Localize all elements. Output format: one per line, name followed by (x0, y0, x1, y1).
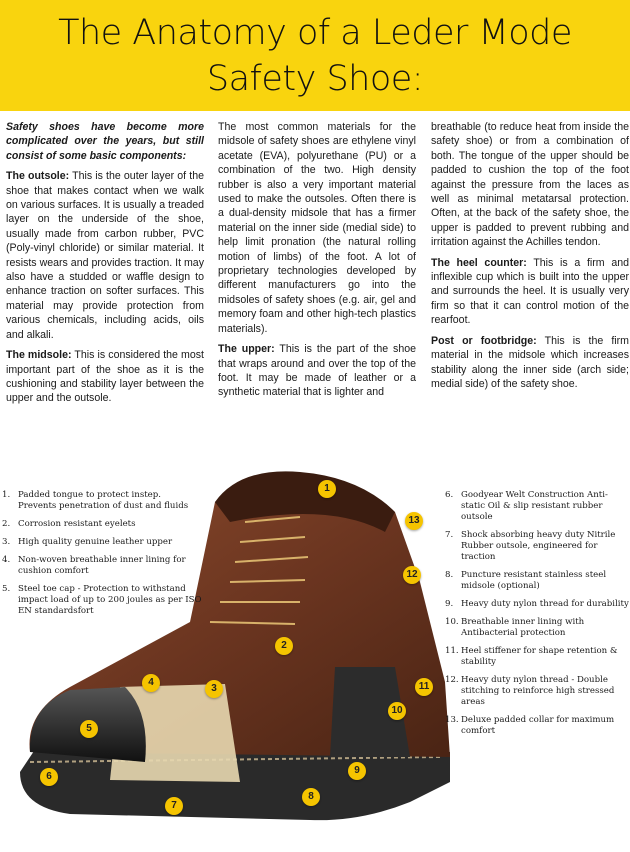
legend-item: 11. Heel stiffener for shape retention & stability (445, 646, 618, 667)
legend-right (445, 490, 630, 744)
heel-counter-heading: The heel counter: (431, 256, 527, 269)
article-body (4, 120, 628, 450)
callout-marker-7: 7 (165, 797, 183, 815)
legend-item: 5. Steel toe cap - Protection to withstand impact load of up to 200 joules as per ISO EN standardsfort (2, 584, 202, 616)
article-column-3 (431, 120, 629, 397)
callout-marker-8: 8 (302, 788, 320, 806)
callout-marker-10: 10 (388, 702, 406, 720)
outsole-text: This is the outer layer of the shoe that makes contact when we walk on various surfaces. It is usually a treaded layer on the underside of the shoe, usually made from carbon rubber, PVC (Poly-vinyl chloride) or similar material. It resists wears and provides traction. It may also have a studded or waffle design to enhance traction on softer surfaces. This material may provide protection from various chemicals, including acids, oils and alkali. (6, 170, 204, 341)
upper-heading: The upper: (218, 343, 275, 356)
legend-item: 3. High quality genuine leather upper (2, 537, 173, 547)
page-title-line-1: The Anatomy of a Leder Mode (58, 13, 572, 53)
callout-marker-3: 3 (205, 680, 223, 698)
midsole-heading: The midsole: (6, 349, 72, 362)
callout-marker-2: 2 (275, 637, 293, 655)
callout-marker-13: 13 (405, 512, 423, 530)
article-column-1 (6, 120, 204, 412)
upper-paragraph (218, 342, 416, 400)
legend-item: 6. Goodyear Welt Construction Anti-static Oil & slip resistant rubber outsole (445, 490, 608, 522)
title-banner (0, 0, 630, 111)
heel-counter-paragraph (431, 256, 629, 328)
callout-marker-5: 5 (80, 720, 98, 738)
callout-marker-4: 4 (142, 674, 160, 692)
legend-left (2, 490, 202, 624)
heel-counter-text: This is a firm and inflexible cup which is built into the upper and surrounds the heel. It is usually very firm so that it can control motion of the rearfoot. (431, 256, 630, 327)
legend-item: 12. Heavy duty nylon thread - Double stitching to reinforce high stressed areas (445, 675, 615, 707)
legend-item: 13. Deluxe padded collar for maximum comfort (445, 715, 615, 736)
upper-continued-paragraph: breathable (to reduce heat from inside the safety shoe) or from a combination of both. The tongue of the upper should be padded to cushion the top of the foot against the pressure from the laces as well as minimal metatarsal protection. Often, at the back of the safety shoe, the upper is padded to prevent rubbing and irritation against the Achilles tendon. (431, 121, 629, 249)
footbridge-heading: Post or footbridge: (431, 334, 537, 347)
legend-item: 8. Puncture resistant stainless steel midsole (optional) (445, 570, 607, 591)
callout-marker-11: 11 (415, 678, 433, 696)
midsole-text: This is considered the most important part of the shoe as it is the cushioning and stability layer between the upper and the outsole. (6, 349, 204, 405)
outsole-heading: The outsole: (6, 170, 70, 183)
outsole-paragraph (6, 169, 204, 342)
page-title-line-2: Safety Shoe: (206, 59, 424, 99)
legend-item: 1. Padded tongue to protect instep. Prevents penetration of dust and fluids (2, 490, 189, 511)
legend-item: 7. Shock absorbing heavy duty Nitrile Rubber outsole, engineered for traction (445, 530, 616, 562)
boot-diagram (0, 462, 630, 852)
materials-paragraph: The most common materials for the midsole of safety shoes are ethylene vinyl acetate (EVA), polyurethane (PU) or a combination of the two. High density rubber is also a very important material used to make the outsoles. Often there is a dual-density midsole that has a firmer material on the inner side (medial side) to help limit pronation (the natural rolling motion of limbs) of the foot. A lot of proprietary technologies developed by different manufacturers go into the midsoles of safety shoes (e.g. air, gel and memory foam and other high-tech plastics materials). (218, 121, 416, 335)
callout-marker-9: 9 (348, 762, 366, 780)
footbridge-text: This is the firm material in the midsole which increases stability along the inner side (arch side; medial side) of the safety shoe. (431, 334, 629, 390)
callout-marker-6: 6 (40, 768, 58, 786)
article-column-2 (218, 120, 416, 406)
legend-item: 2. Corrosion resistant eyelets (2, 519, 136, 529)
footbridge-paragraph (431, 334, 629, 392)
legend-item: 4. Non-woven breathable inner lining for cushion comfort (2, 555, 186, 576)
callout-marker-12: 12 (403, 566, 421, 584)
midsole-paragraph (6, 348, 204, 406)
callout-marker-1: 1 (318, 480, 336, 498)
intro-text: Safety shoes have become more complicated over the years, but still consist of some basic components: (6, 121, 204, 162)
legend-item: 10. Breathable inner lining with Antibacterial protection (445, 617, 585, 638)
upper-text: This is the part of the shoe that wraps around and over the top of the foot. It may be made of leather or a synthetic material that is lighter and (218, 343, 417, 399)
legend-item: 9. Heavy duty nylon thread for durability (445, 599, 629, 609)
